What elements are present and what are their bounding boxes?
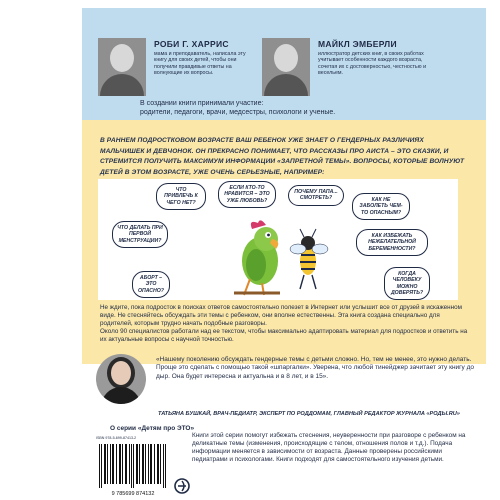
book-back-cover xyxy=(82,8,486,498)
isbn-label: ISBN 978-5-699-87413-2 xyxy=(96,436,137,440)
parrot-and-bee-illustration xyxy=(230,209,334,297)
author-bio-michael: иллюстратор детских книг, в своих работах учитывает особенности каждого возраста, сочетая их с достоверностью, честностью и весельем. xyxy=(318,51,427,76)
lead-text: В РАННЕМ ПОДРОСТКОВОМ ВОЗРАСТЕ ВАШ РЕБЕНОК УЖЕ ЗНАЕТ О ГЕНДЕРНЫХ РАЗЛИЧИЯХ МАЛЬЧИШЕК И ДЕВЧОНОК. ОН ПРЕКРАСНО ПОНИМАЕТ, ЧТО РАССКАЗЫ ПРО АИСТА – ЭТО СКАЗКИ, И СТРЕМИТСЯ ПОЛУЧИТЬ МАКСИМУМ ИНФОРМАЦИИ «ЗАПРЕТНОЙ ТЕМЫ». ВОПРОСЫ, КОТОРЫЕ ВОЛНУЮТ ДЕТЕЙ В ЭТОМ ВОЗРАСТЕ, УЖЕ ОЧЕНЬ СЕРЬЕЗНЫЕ, НАПРИМЕР: xyxy=(100,137,465,176)
publisher-logo xyxy=(174,476,190,496)
authors-section xyxy=(82,8,486,120)
question-bubble: КАК НЕ ЗАБОЛЕТЬ ЧЕМ-ТО ОПАСНЫМ? xyxy=(352,193,410,220)
main-paragraph: Не ждите, пока подросток в поисках ответов самостоятельно полезет в Интернет или услышит все от друзей в искаженном виде. Не стесняйтесь обсуждать эти темы с ребенком, они вполне естественны. Эта книга создана специально для родителей, которым трудно начать подобные разговоры. xyxy=(100,304,462,328)
participants-intro: В создании книги принимали участие: xyxy=(140,100,264,107)
questions-section xyxy=(82,120,486,364)
questions-illustration xyxy=(98,179,458,300)
main-paragraph: Около 90 специалистов работали над ее текстом, чтобы максимально адаптировать материал для подростков и ответить на их актуальные вопросы с научной точностью. xyxy=(100,328,468,344)
author-name-michael: МАЙКЛ ЭМБЕРЛИ xyxy=(318,39,397,49)
series-title: О серии «Детям про ЭТО» xyxy=(110,425,195,432)
author-photo-michael xyxy=(262,38,310,96)
barcode-digits: 9 785699 874132 xyxy=(111,491,155,497)
expert-photo xyxy=(96,354,146,404)
question-bubble: КОГДА ЧЕЛОВЕКУ МОЖНО ДОВЕРЯТЬ? xyxy=(384,267,430,300)
question-bubble: ЕСЛИ КТО-ТО НРАВИТСЯ – ЭТО УЖЕ ЛЮБОВЬ? xyxy=(218,181,276,208)
series-description: Книги этой серии помогут избежать стеснения, неуверенности при разговоре с ребенком на деликатные темы (изменения, происходящие с телом, отношения полов и т.д.). Подача информации меняется в зависимости от возраста. Данные проверены российскими педиатрами и психологами. Книги подходят для самостоятельного изучения детьми. xyxy=(192,432,466,464)
quote-text: «Нашему поколению обсуждать гендерные темы с детьми сложно. Но, тем не менее, это нужно делать. Проще это сделать с помощью такой «шпаргалки». Уверена, что любой тинейджер зачитает эту книгу до дыр. Она будет интересна и актуальна и в 8 лет, и в 15». xyxy=(156,356,474,380)
quote-signature: ТАТЬЯНА БУШКАЙ, ВРАЧ-ПЕДИАТР, ЭКСПЕРТ ПО РОДДОМАМ, ГЛАВНЫЙ РЕДАКТОР ЖУРНАЛА «РОДЫ.RU» xyxy=(158,411,460,417)
author-bio-robie: мама и преподаватель, написала эту книгу для своих детей, чтобы они получили правдивые ответы на волнующие их вопросы. xyxy=(154,51,246,76)
barcode-area xyxy=(96,436,186,498)
participants-list: родители, педагоги, врачи, медсестры, психологи и ученые. xyxy=(140,108,336,116)
barcode xyxy=(96,442,170,498)
question-bubble: ЧТО ДЕЛАТЬ ПРИ ПЕРВОЙ МЕНСТРУАЦИИ? xyxy=(112,221,168,248)
question-bubble: ЧТО ПРИВЛЕЧЬ К ЧЕГО НЕТ? xyxy=(156,183,206,210)
author-name-robie: РОБИ Г. ХАРРИС xyxy=(154,39,229,49)
main-description xyxy=(100,304,474,344)
question-bubble: ПОЧЕМУ ПАПА... СМОТРЕТЬ? xyxy=(288,185,344,206)
question-bubble: КАК ИЗБЕЖАТЬ НЕЖЕЛАТЕЛЬНОЙ БЕРЕМЕННОСТИ? xyxy=(356,229,428,256)
participants-note xyxy=(140,100,480,117)
author-photo-robie xyxy=(98,38,146,96)
question-bubble: АБОРТ – ЭТО ОПАСНО? xyxy=(132,271,170,298)
expert-quote xyxy=(96,354,476,410)
